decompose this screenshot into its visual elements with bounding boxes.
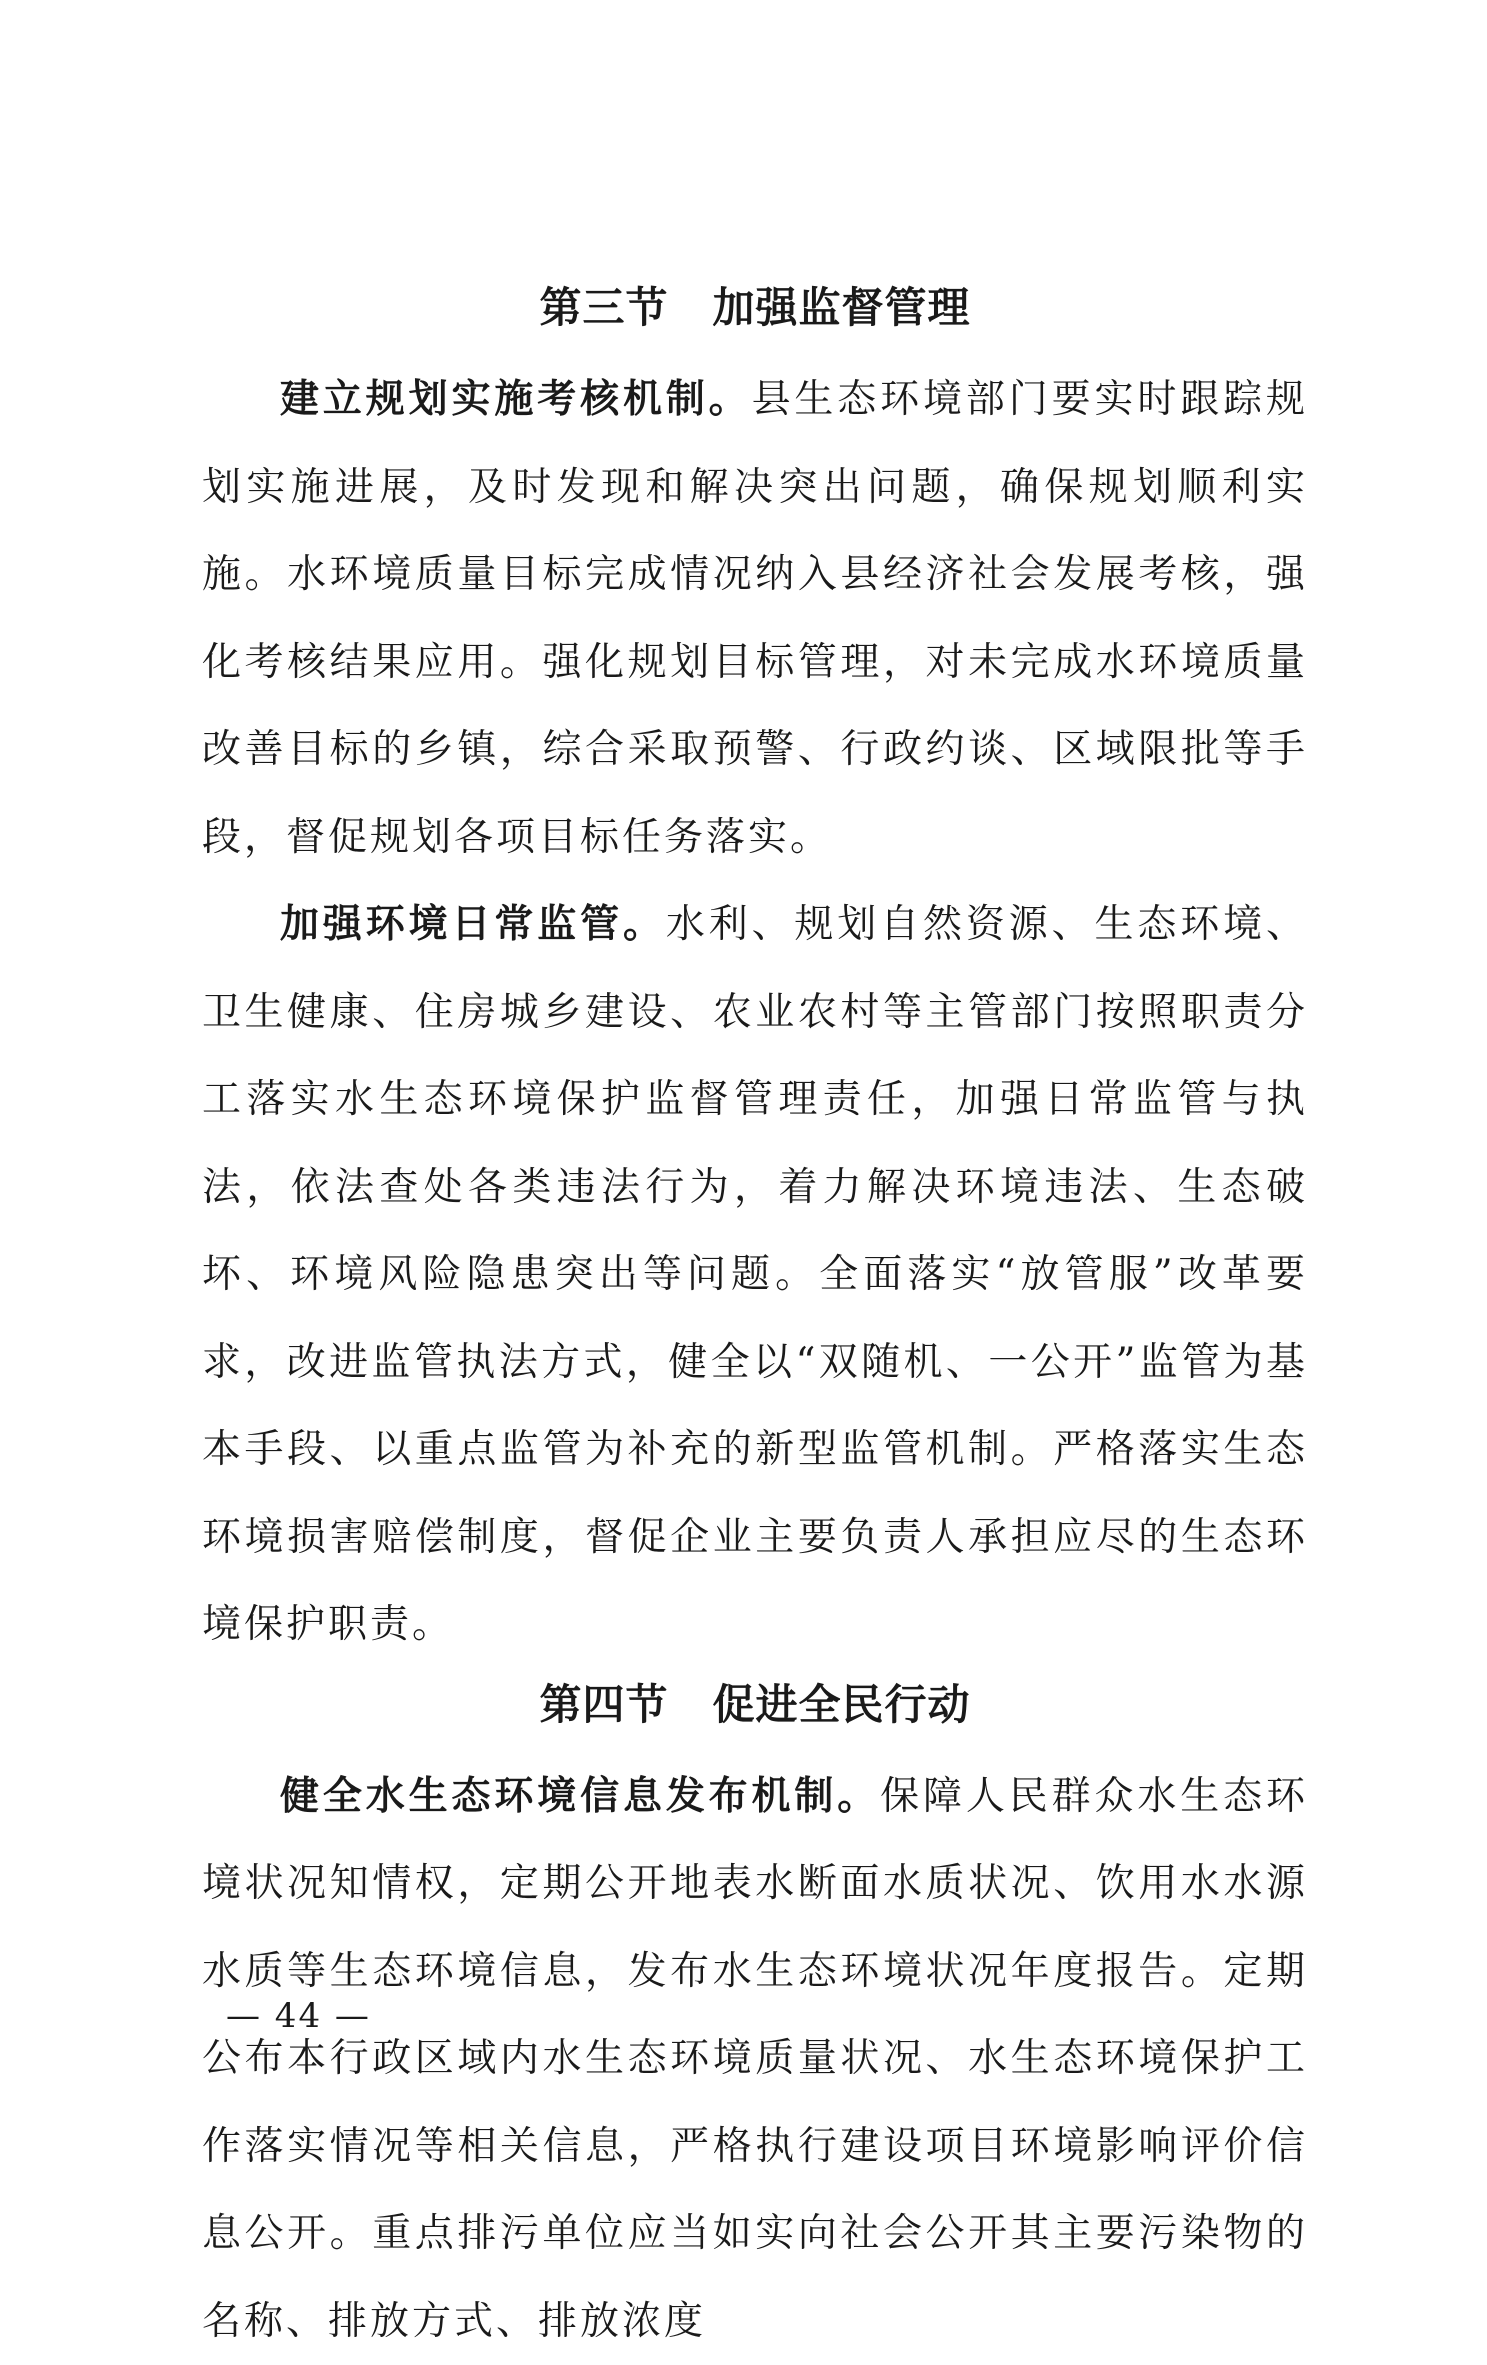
section-title-3	[202, 268, 1308, 348]
section-heading: 促进全民行动	[713, 1680, 971, 1729]
section-number: 第四节	[539, 1680, 668, 1729]
section-heading: 加强监督管理	[713, 283, 971, 332]
section-title-4	[202, 1665, 1308, 1745]
paragraph-text: 保障人民群众水生态环境状况知情权，定期公开地表水断面水质状况、饮用水水源水质等生态环境信息，发布水生态环境状况年度报告。定期公布本行政区域内水生态环境质量状况、水生态环境保护工作落实情况等相关信息，严格执行建设项目环境影响评价信息公开。重点排污单位应当如实向社会公开其主要污染物的名称、排放方式、排放浓度	[202, 1774, 1308, 2344]
page-number: — 44 —	[226, 1996, 371, 2036]
paragraph-text: 县生态环境部门要实时跟踪规划实施进展，及时发现和解决突出问题，确保规划顺利实施。水环境质量目标完成情况纳入县经济社会发展考核，强化考核结果应用。强化规划目标管理，对未完成水环境质量改善目标的乡镇，综合采取预警、行政约谈、区域限批等手段，督促规划各项目标任务落实。	[202, 377, 1308, 860]
paragraph-lead: 健全水生态环境信息发布机制。	[280, 1773, 880, 1819]
document-body	[202, 268, 1308, 2365]
section-number: 第三节	[539, 283, 668, 332]
paragraph-lead: 建立规划实施考核机制。	[280, 376, 752, 422]
paragraph-lead: 加强环境日常监管。	[280, 901, 666, 947]
paragraph	[202, 356, 1308, 881]
paragraph	[202, 881, 1308, 1669]
paragraph	[202, 1753, 1308, 2365]
paragraph-text: 水利、规划自然资源、生态环境、卫生健康、住房城乡建设、农业农村等主管部门按照职责分工落实水生态环境保护监督管理责任，加强日常监管与执法，依法查处各类违法行为，着力解决环境违法、生态破坏、环境风险隐患突出等问题。全面落实“放管服”改革要求，改进监管执法方式，健全以“双随机、一公开”监管为基本手段、以重点监管为补充的新型监管机制。严格落实生态环境损害赔偿制度，督促企业主要负责人承担应尽的生态环境保护职责。	[202, 902, 1308, 1647]
